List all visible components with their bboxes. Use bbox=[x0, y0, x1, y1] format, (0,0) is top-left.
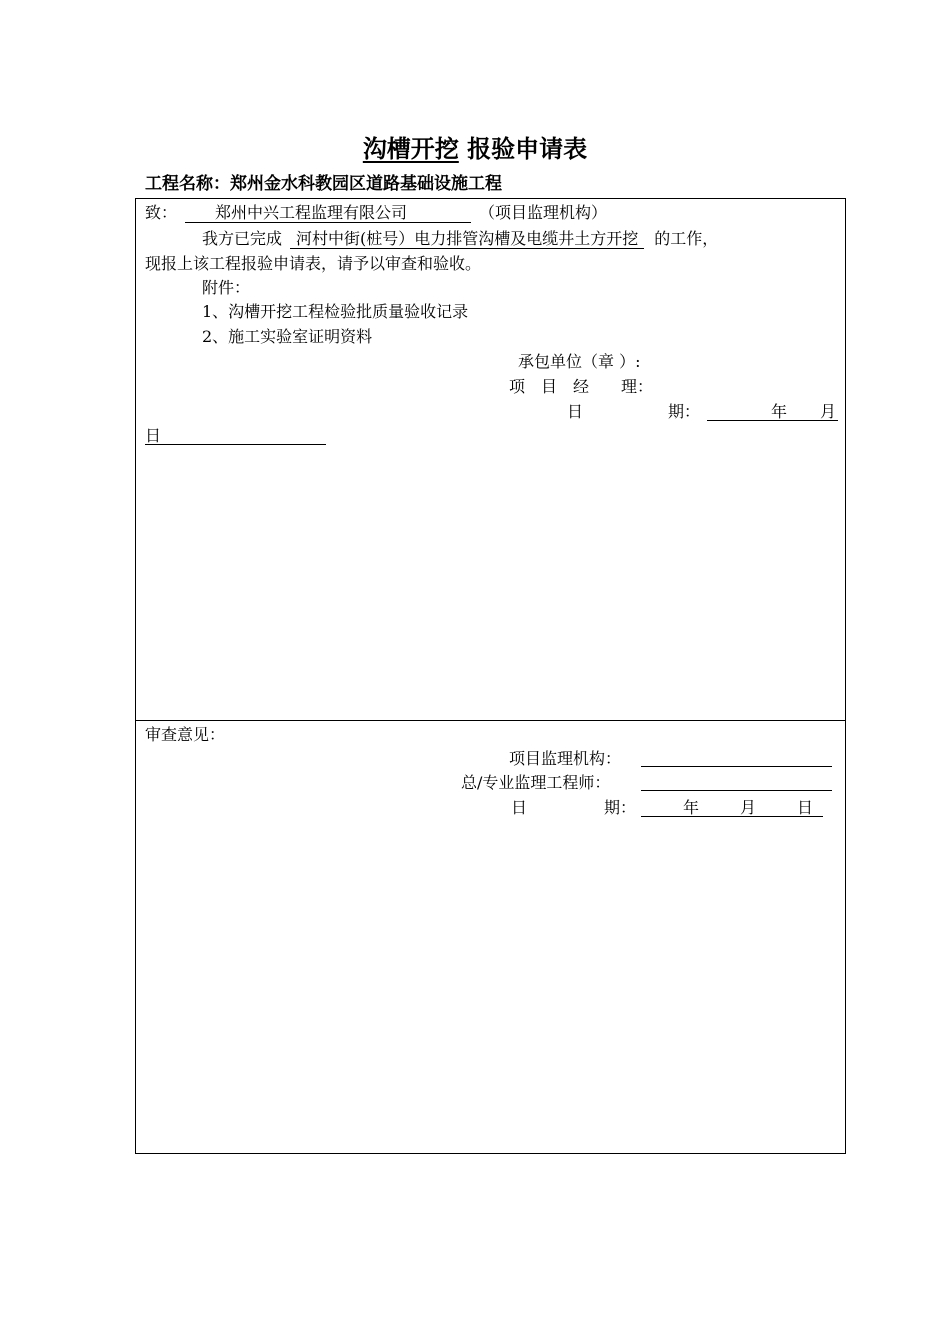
app-date-day-underline bbox=[145, 444, 326, 445]
form-title-suffix: 报验申请表 bbox=[467, 135, 588, 163]
done-suffix: 的工作， bbox=[654, 229, 719, 248]
completed-work-row bbox=[202, 228, 718, 250]
project-manager-label: 项 目 经 理： bbox=[509, 377, 654, 396]
review-date-label-b: 期： bbox=[604, 798, 637, 817]
attachments-label: 附件： bbox=[202, 278, 251, 297]
review-date-label-a: 日 bbox=[511, 798, 528, 817]
app-date-label-b: 期： bbox=[668, 402, 701, 421]
to-suffix: （项目监理机构） bbox=[479, 203, 608, 222]
done-prefix: 我方已完成 bbox=[202, 229, 283, 248]
app-date-label-a: 日 bbox=[567, 402, 584, 421]
supervision-engineer-label: 总/专业监理工程师： bbox=[461, 773, 611, 792]
review-opinion-label: 审查意见： bbox=[145, 725, 226, 744]
form-title bbox=[0, 132, 950, 166]
project-label: 工程名称： bbox=[145, 174, 230, 194]
review-date-underline bbox=[641, 816, 823, 817]
review-date-day: 日 bbox=[797, 798, 814, 817]
to-label: 致： bbox=[145, 203, 178, 222]
attachment-item-2: 2、施工实验室证明资料 bbox=[202, 327, 373, 346]
app-date-year: 年 bbox=[771, 402, 788, 421]
supervision-engineer-underline bbox=[641, 790, 832, 791]
form-title-main: 沟槽开挖 bbox=[362, 135, 459, 163]
review-date-month: 月 bbox=[740, 798, 757, 817]
review-date-year: 年 bbox=[683, 798, 700, 817]
project-name-row bbox=[145, 172, 502, 196]
app-date-day: 日 bbox=[145, 426, 162, 445]
submission-text: 现报上该工程报验申请表，请予以审查和验收。 bbox=[145, 254, 482, 273]
done-item: 河村中街(桩号）电力排管沟槽及电缆井土方开挖 bbox=[290, 229, 644, 249]
to-name: 郑州中兴工程监理有限公司 bbox=[185, 203, 471, 223]
supervision-org-underline bbox=[641, 766, 832, 767]
app-date-month: 月 bbox=[820, 402, 837, 421]
supervision-org-label: 项目监理机构： bbox=[509, 749, 622, 768]
addressee-row bbox=[145, 202, 607, 224]
project-name: 郑州金水科教园区道路基础设施工程 bbox=[230, 174, 502, 194]
attachment-item-1: 1、沟槽开挖工程检验批质量验收记录 bbox=[202, 302, 469, 321]
contractor-seal-label: 承包单位（章 ）: bbox=[518, 352, 641, 371]
